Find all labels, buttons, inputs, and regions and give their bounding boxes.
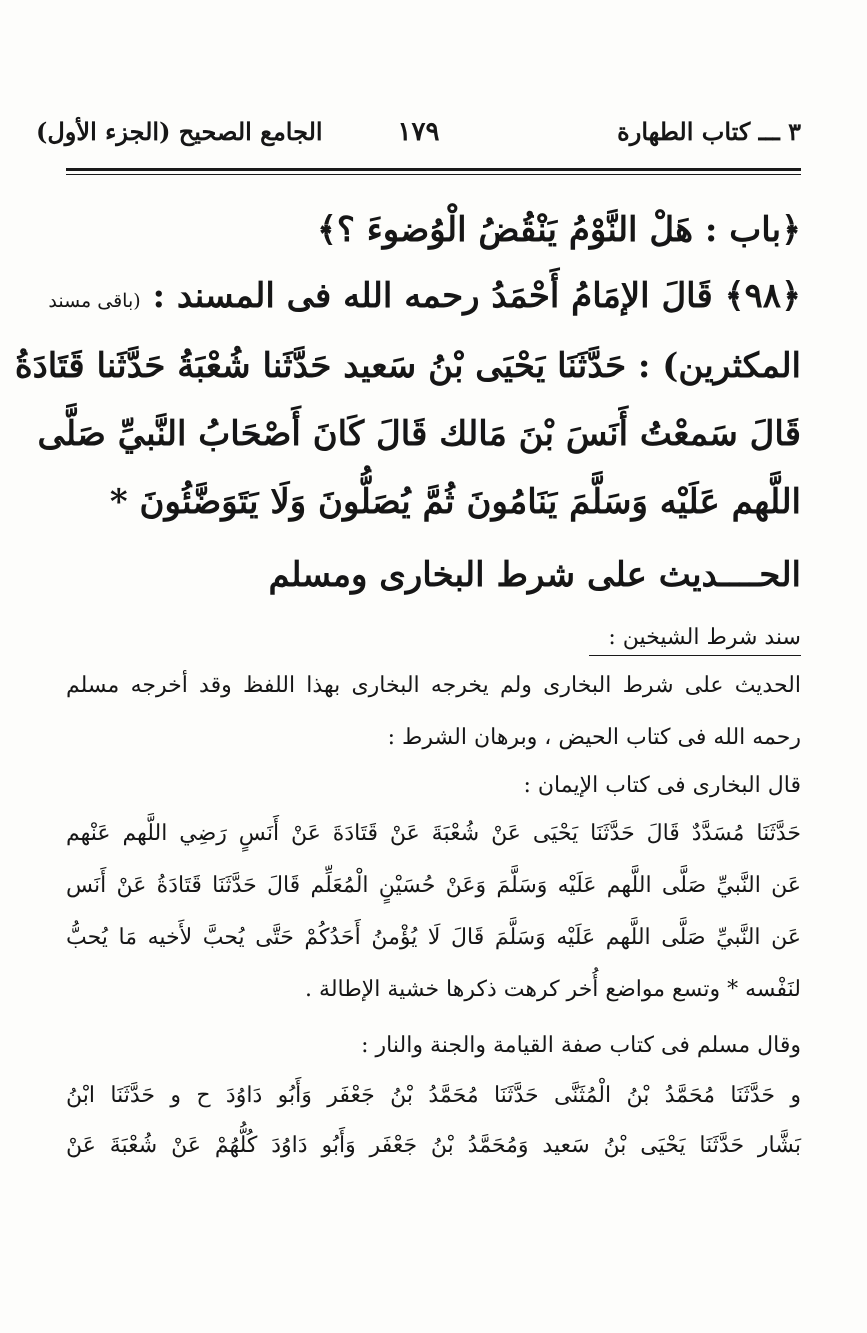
running-head (36, 112, 801, 152)
body-line-5: عَن النَّبيِّ صَلَّى اللَّهم عَلَيْه وَسَلَّمَ وَعَنْ حُسَيْنٍ الْمُعَلِّم قَالَ حَدَّثَنَا قَتَادَةُ عَنْ أَنَس (66, 873, 801, 898)
hadith-line-3: قَالَ سَمعْتُ أَنَسَ بْنَ مَالك قَالَ كَانَ أَصْحَابُ النَّبيِّ صَلَّى (37, 414, 801, 454)
section-heading: سند شرط الشيخين : (608, 625, 801, 650)
body-line-7: لنَفْسه * وتسع مواضع أُخر كرهت ذكرها خشية الإطالة . (305, 977, 801, 1002)
body-line-10: بَشَّار حَدَّثَنَا يَحْيَى بْنُ سَعيد وَمُحَمَّدُ بْنُ جَعْفَر وَأَبُو دَاوُدَ كُلُّهُمْ عَنْ شُعْبَةَ عَنْ (66, 1133, 801, 1158)
body-line-8: وقال مسلم فى كتاب صفة القيامة والجنة والنار : (361, 1033, 801, 1058)
body-line-9: و حَدَّثَنَا مُحَمَّدُ بْنُ الْمُثَنَّى حَدَّثَنَا مُحَمَّدُ بْنُ جَعْفَر وَأَبُو دَاوُدَ ح و حَدَّثَنَا ابْنُ (66, 1083, 801, 1108)
header-rule-thin (66, 174, 801, 175)
body-line-2: رحمه الله فى كتاب الحيض ، وبرهان الشرط : (387, 725, 801, 750)
hadith-line-1 (48, 266, 801, 331)
hadith-line-2: المكثرين) : حَدَّثَنَا يَحْيَى بْنُ سَعيد حَدَّثَنا شُعْبَةُ حَدَّثَنا قَتَادَةُ (14, 346, 801, 386)
hadith-line-1-text: ﴿٩٨﴾ قَالَ الإمَامُ أَحْمَدُ رحمه الله فى المسند : (140, 276, 801, 316)
running-head-book-title: الجامع الصحيح (الجزء الأول) (36, 117, 323, 146)
body-line-4: حَدَّثَنَا مُسَدَّدٌ قَالَ حَدَّثَنَا يَحْيَى عَنْ شُعْبَةَ عَنْ قَتَادَةَ عَنْ أَنَسٍ رَضِي اللَّهم عَنْهم (66, 821, 801, 846)
body-line-6: عَن النَّبيِّ صَلَّى اللَّهم عَلَيْه وَسَلَّمَ قَالَ لَا يُؤْمنُ أَحَدُكُمْ حَتَّى يُحبَّ لأَخيه مَا يُحبُّ (66, 925, 801, 950)
page-number: ١٧٩ (397, 117, 440, 147)
section-heading-underline (589, 655, 801, 656)
source-note: (باقى مسند (48, 290, 141, 312)
body-line-3: قال البخارى فى كتاب الإيمان : (523, 773, 801, 798)
header-rule-thick (66, 168, 801, 171)
chapter-title: ﴿باب : هَلْ النَّوْمُ يَنْقُضُ الْوُضوءَ ؟﴾ (316, 210, 801, 250)
body-line-1: الحديث على شرط البخارى ولم يخرجه البخارى بهذا اللفظ وقد أخرجه مسلم (66, 673, 801, 698)
hadith-ruling: الحــــديث على شرط البخارى ومسلم (268, 555, 801, 595)
hadith-line-4: اللَّهم عَلَيْه وَسَلَّمَ يَنَامُونَ ثُمَّ يُصَلُّونَ وَلَا يَتَوَضَّئُونَ * (109, 482, 801, 522)
running-head-chapter: ٣ ـــ كتاب الطهارة (617, 117, 801, 146)
